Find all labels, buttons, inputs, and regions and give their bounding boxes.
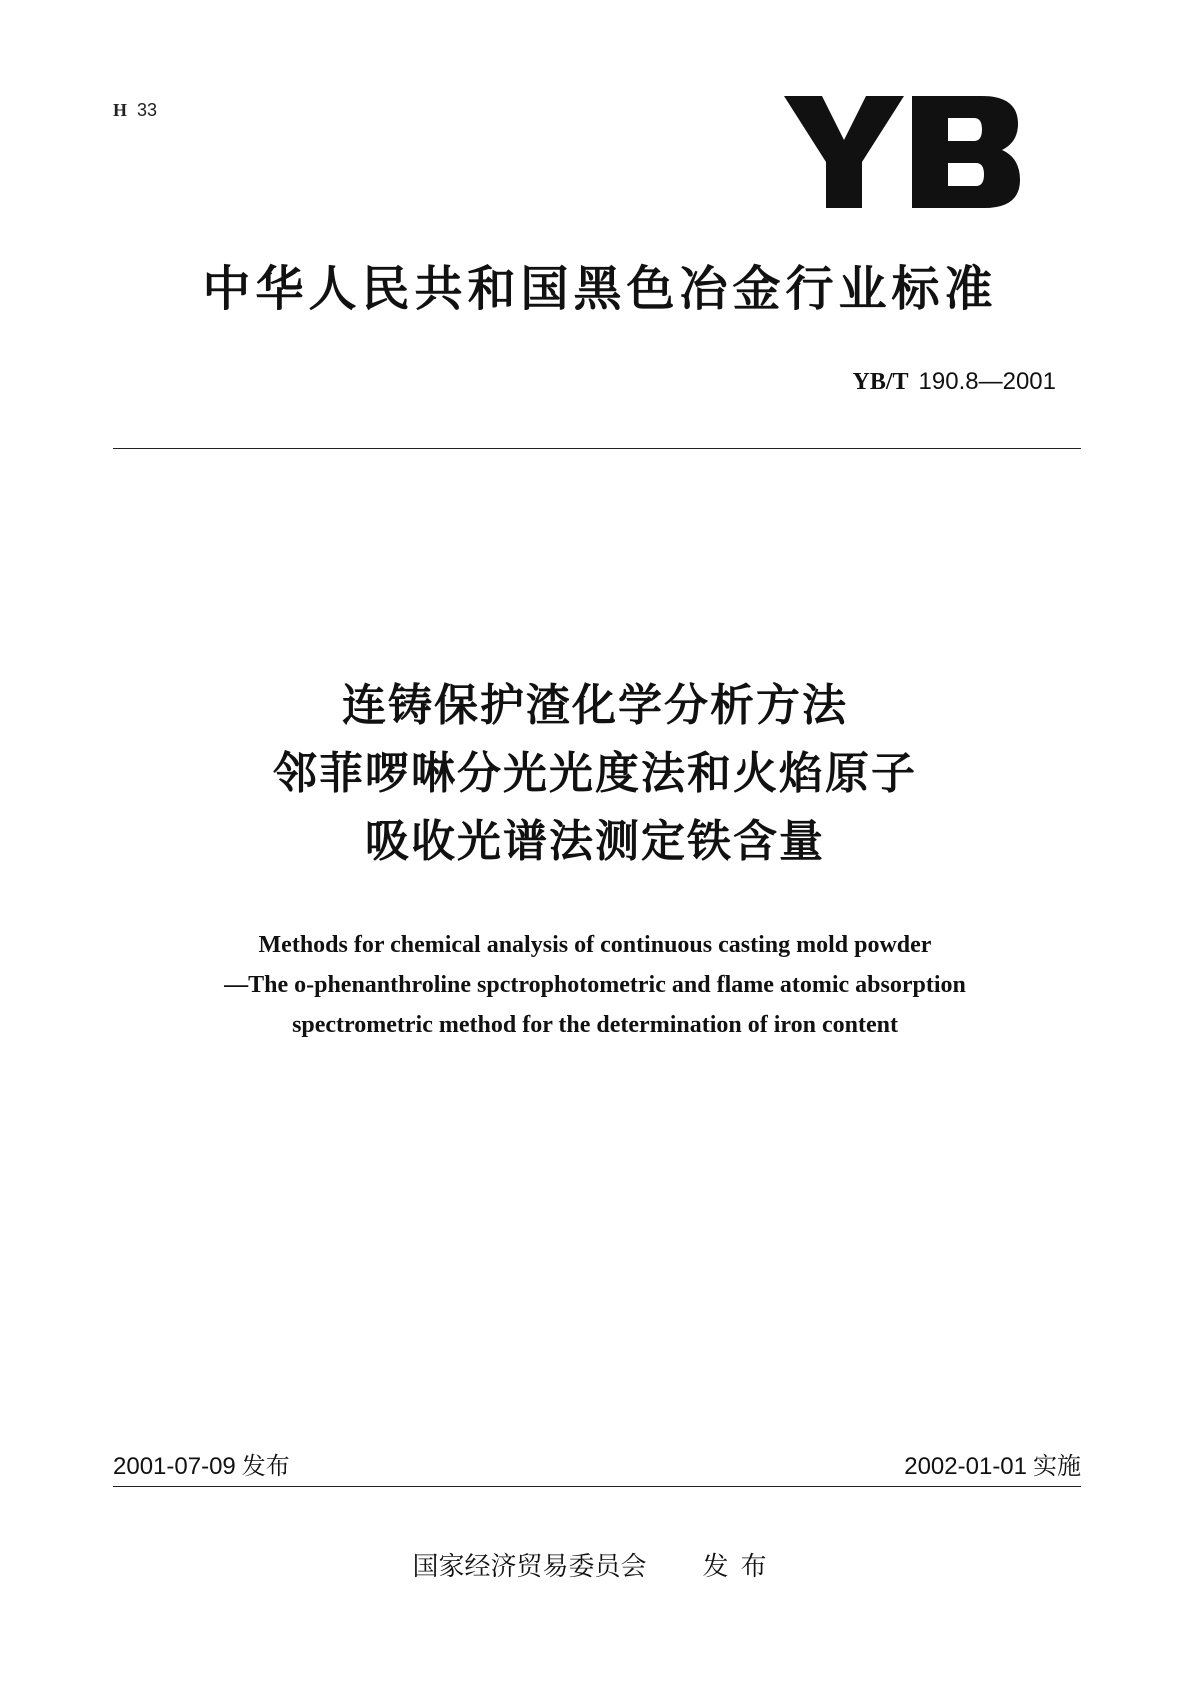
classification-code bbox=[113, 100, 157, 121]
header-divider bbox=[113, 448, 1081, 449]
org-title: 中华人民共和国黑色冶金行业标准 bbox=[202, 261, 998, 317]
implementation-date-value: 2002-01-01 bbox=[904, 1453, 1027, 1480]
footer-divider bbox=[113, 1486, 1081, 1487]
yb-logo-letter-b bbox=[912, 96, 1020, 208]
issuer-name: 国家经济贸易委员会 bbox=[412, 1552, 647, 1582]
implementation-date-label: 实施 bbox=[1033, 1452, 1081, 1480]
chinese-title-line-3: 吸收光谱法测定铁含量 bbox=[365, 816, 825, 867]
issuer-action: 发布 bbox=[702, 1552, 779, 1582]
chinese-title-line-1: 连铸保护渣化学分析方法 bbox=[342, 680, 848, 731]
english-title-line-2: —The o-phenanthroline spctrophotometric and flame atomic absorption bbox=[224, 972, 966, 998]
issue-date-value: 2001-07-09 bbox=[113, 1453, 236, 1480]
classification-number: 33 bbox=[137, 100, 158, 120]
english-title-line-1: Methods for chemical analysis of continuous casting mold powder bbox=[258, 932, 932, 958]
yb-logo-letter-y bbox=[784, 96, 904, 208]
issue-date-label: 发布 bbox=[241, 1452, 290, 1480]
english-title-line-3: spectrometric method for the determination of iron content bbox=[292, 1012, 898, 1038]
english-title bbox=[95, 925, 1095, 1045]
chinese-title bbox=[95, 672, 1095, 876]
issue-date bbox=[113, 1446, 290, 1481]
yb-logo bbox=[782, 92, 1020, 212]
standard-number bbox=[853, 367, 1056, 396]
standard-code: 190.8—2001 bbox=[918, 368, 1056, 395]
chinese-title-line-2: 邻菲啰啉分光光度法和火焰原子 bbox=[273, 748, 917, 799]
issuer-line bbox=[0, 1546, 1191, 1583]
implementation-date bbox=[904, 1446, 1081, 1481]
standard-prefix: YB/T bbox=[852, 369, 909, 395]
classification-letter: H bbox=[113, 100, 128, 120]
